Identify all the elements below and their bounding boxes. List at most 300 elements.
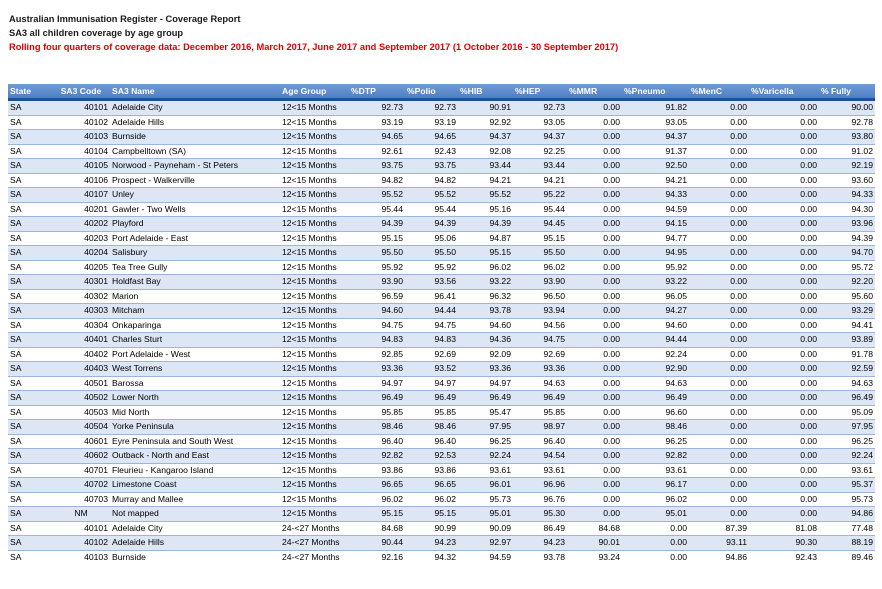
cell-polio: 95.15	[405, 507, 458, 522]
cell-menc: 0.00	[689, 144, 749, 159]
cell-mmr: 93.24	[567, 550, 622, 564]
cell-sa3-code: 40302	[52, 289, 110, 304]
cell-fully: 93.96	[819, 217, 875, 232]
cell-hib: 92.92	[458, 115, 513, 130]
cell-hep: 93.36	[513, 362, 567, 377]
cell-polio: 95.85	[405, 405, 458, 420]
cell-hib: 96.49	[458, 391, 513, 406]
cell-dtp: 96.49	[349, 391, 405, 406]
cell-mmr: 0.00	[567, 376, 622, 391]
cell-hep: 93.44	[513, 159, 567, 174]
cell-mmr: 0.00	[567, 289, 622, 304]
cell-varicella: 0.00	[749, 434, 819, 449]
cell-dtp: 94.83	[349, 333, 405, 348]
cell-dtp: 92.85	[349, 347, 405, 362]
cell-fully: 77.48	[819, 521, 875, 536]
cell-polio: 93.56	[405, 275, 458, 290]
cell-sa3-name: Burnside	[110, 550, 280, 564]
cell-polio: 93.75	[405, 159, 458, 174]
cell-varicella: 0.00	[749, 347, 819, 362]
cell-hep: 94.45	[513, 217, 567, 232]
cell-mmr: 0.00	[567, 100, 622, 116]
cell-mmr: 90.01	[567, 536, 622, 551]
cell-hib: 90.09	[458, 521, 513, 536]
cell-state: SA	[8, 391, 52, 406]
cell-polio: 94.32	[405, 550, 458, 564]
cell-state: SA	[8, 376, 52, 391]
cell-sa3-code: 40106	[52, 173, 110, 188]
cell-hib: 93.22	[458, 275, 513, 290]
cell-hib: 96.01	[458, 478, 513, 493]
cell-polio: 94.65	[405, 130, 458, 145]
cell-age-group: 12<15 Months	[280, 260, 349, 275]
cell-dtp: 93.86	[349, 463, 405, 478]
cell-fully: 94.70	[819, 246, 875, 261]
cell-sa3-code: 40301	[52, 275, 110, 290]
cell-fully: 91.02	[819, 144, 875, 159]
table-row	[8, 130, 875, 145]
cell-fully: 89.46	[819, 550, 875, 564]
cell-fully: 95.09	[819, 405, 875, 420]
cell-polio: 92.43	[405, 144, 458, 159]
cell-mmr: 0.00	[567, 449, 622, 464]
cell-age-group: 24-<27 Months	[280, 536, 349, 551]
column-header-dtp: %DTP	[349, 84, 405, 100]
cell-menc: 0.00	[689, 333, 749, 348]
cell-polio: 94.39	[405, 217, 458, 232]
cell-sa3-name: Unley	[110, 188, 280, 203]
table-row	[8, 347, 875, 362]
cell-polio: 98.46	[405, 420, 458, 435]
cell-varicella: 0.00	[749, 115, 819, 130]
cell-hib: 92.09	[458, 347, 513, 362]
cell-varicella: 0.00	[749, 507, 819, 522]
cell-dtp: 93.19	[349, 115, 405, 130]
table-row	[8, 159, 875, 174]
cell-mmr: 0.00	[567, 420, 622, 435]
cell-hep: 94.56	[513, 318, 567, 333]
cell-varicella: 0.00	[749, 289, 819, 304]
table-row	[8, 376, 875, 391]
cell-fully: 90.00	[819, 100, 875, 116]
cell-sa3-name: Mid North	[110, 405, 280, 420]
cell-sa3-code: 40201	[52, 202, 110, 217]
cell-sa3-code: 40103	[52, 550, 110, 564]
table-row	[8, 231, 875, 246]
cell-varicella: 0.00	[749, 318, 819, 333]
cell-hib: 93.78	[458, 304, 513, 319]
cell-menc: 0.00	[689, 478, 749, 493]
cell-sa3-code: 40701	[52, 463, 110, 478]
cell-pneumo: 92.90	[622, 362, 689, 377]
cell-age-group: 12<15 Months	[280, 202, 349, 217]
cell-age-group: 12<15 Months	[280, 362, 349, 377]
cell-age-group: 12<15 Months	[280, 507, 349, 522]
cell-hib: 93.61	[458, 463, 513, 478]
cell-hib: 92.97	[458, 536, 513, 551]
cell-state: SA	[8, 492, 52, 507]
cell-pneumo: 92.24	[622, 347, 689, 362]
cell-state: SA	[8, 362, 52, 377]
cell-dtp: 94.97	[349, 376, 405, 391]
cell-dtp: 93.90	[349, 275, 405, 290]
cell-dtp: 95.52	[349, 188, 405, 203]
cell-hep: 94.21	[513, 173, 567, 188]
cell-state: SA	[8, 536, 52, 551]
cell-fully: 94.33	[819, 188, 875, 203]
cell-sa3-code: 40501	[52, 376, 110, 391]
cell-varicella: 92.43	[749, 550, 819, 564]
cell-dtp: 92.61	[349, 144, 405, 159]
cell-hep: 86.49	[513, 521, 567, 536]
table-row	[8, 115, 875, 130]
cell-age-group: 12<15 Months	[280, 130, 349, 145]
cell-dtp: 95.92	[349, 260, 405, 275]
table-row	[8, 202, 875, 217]
cell-mmr: 0.00	[567, 231, 622, 246]
table-row	[8, 289, 875, 304]
cell-pneumo: 96.05	[622, 289, 689, 304]
cell-sa3-code: NM	[52, 507, 110, 522]
cell-pneumo: 0.00	[622, 521, 689, 536]
cell-sa3-code: 40204	[52, 246, 110, 261]
cell-hep: 95.44	[513, 202, 567, 217]
cell-mmr: 0.00	[567, 405, 622, 420]
cell-state: SA	[8, 405, 52, 420]
cell-state: SA	[8, 130, 52, 145]
cell-sa3-code: 40401	[52, 333, 110, 348]
cell-age-group: 12<15 Months	[280, 376, 349, 391]
cell-pneumo: 94.44	[622, 333, 689, 348]
cell-age-group: 12<15 Months	[280, 405, 349, 420]
cell-varicella: 90.30	[749, 536, 819, 551]
cell-sa3-name: Port Adelaide - West	[110, 347, 280, 362]
cell-hib: 92.08	[458, 144, 513, 159]
cell-menc: 0.00	[689, 463, 749, 478]
cell-polio: 96.40	[405, 434, 458, 449]
table-row	[8, 260, 875, 275]
cell-sa3-name: Limestone Coast	[110, 478, 280, 493]
cell-fully: 94.39	[819, 231, 875, 246]
cell-age-group: 12<15 Months	[280, 159, 349, 174]
cell-varicella: 0.00	[749, 231, 819, 246]
cell-age-group: 12<15 Months	[280, 231, 349, 246]
cell-menc: 0.00	[689, 159, 749, 174]
cell-mmr: 0.00	[567, 260, 622, 275]
cell-polio: 95.52	[405, 188, 458, 203]
cell-fully: 93.61	[819, 463, 875, 478]
cell-varicella: 0.00	[749, 420, 819, 435]
cell-sa3-name: Eyre Peninsula and South West	[110, 434, 280, 449]
cell-pneumo: 94.21	[622, 173, 689, 188]
cell-state: SA	[8, 521, 52, 536]
cell-mmr: 0.00	[567, 463, 622, 478]
report-subtitle: SA3 all children coverage by age group	[9, 28, 184, 38]
cell-state: SA	[8, 304, 52, 319]
cell-sa3-name: Tea Tree Gully	[110, 260, 280, 275]
cell-menc: 0.00	[689, 434, 749, 449]
table-row	[8, 449, 875, 464]
cell-dtp: 94.65	[349, 130, 405, 145]
cell-pneumo: 91.82	[622, 100, 689, 116]
cell-menc: 93.11	[689, 536, 749, 551]
cell-age-group: 12<15 Months	[280, 275, 349, 290]
column-header-fully: % Fully	[819, 84, 875, 100]
cell-mmr: 0.00	[567, 188, 622, 203]
cell-fully: 93.89	[819, 333, 875, 348]
cell-sa3-code: 40102	[52, 115, 110, 130]
cell-sa3-code: 40103	[52, 130, 110, 145]
cell-sa3-code: 40304	[52, 318, 110, 333]
cell-sa3-name: Norwood - Payneham - St Peters	[110, 159, 280, 174]
cell-polio: 95.92	[405, 260, 458, 275]
cell-hep: 94.23	[513, 536, 567, 551]
cell-state: SA	[8, 434, 52, 449]
cell-mmr: 0.00	[567, 202, 622, 217]
cell-age-group: 12<15 Months	[280, 492, 349, 507]
cell-polio: 94.44	[405, 304, 458, 319]
cell-hib: 97.95	[458, 420, 513, 435]
table-row	[8, 275, 875, 290]
cell-dtp: 94.82	[349, 173, 405, 188]
cell-dtp: 84.68	[349, 521, 405, 536]
cell-mmr: 0.00	[567, 304, 622, 319]
cell-sa3-name: Charles Sturt	[110, 333, 280, 348]
cell-sa3-code: 40102	[52, 536, 110, 551]
cell-fully: 95.72	[819, 260, 875, 275]
cell-state: SA	[8, 100, 52, 116]
cell-hep: 94.37	[513, 130, 567, 145]
cell-hib: 92.24	[458, 449, 513, 464]
cell-sa3-code: 40503	[52, 405, 110, 420]
cell-fully: 92.78	[819, 115, 875, 130]
column-header-sa3-name: SA3 Name	[110, 84, 280, 100]
cell-age-group: 12<15 Months	[280, 420, 349, 435]
cell-dtp: 94.75	[349, 318, 405, 333]
cell-sa3-name: Holdfast Bay	[110, 275, 280, 290]
cell-sa3-code: 40203	[52, 231, 110, 246]
cell-fully: 94.63	[819, 376, 875, 391]
cell-menc: 0.00	[689, 130, 749, 145]
cell-state: SA	[8, 507, 52, 522]
cell-sa3-code: 40402	[52, 347, 110, 362]
cell-dtp: 90.44	[349, 536, 405, 551]
cell-polio: 94.97	[405, 376, 458, 391]
cell-dtp: 96.59	[349, 289, 405, 304]
cell-pneumo: 93.22	[622, 275, 689, 290]
table-row	[8, 536, 875, 551]
cell-hep: 95.22	[513, 188, 567, 203]
cell-varicella: 0.00	[749, 478, 819, 493]
cell-hep: 92.25	[513, 144, 567, 159]
cell-polio: 93.52	[405, 362, 458, 377]
table-row	[8, 463, 875, 478]
cell-varicella: 0.00	[749, 405, 819, 420]
cell-sa3-name: Playford	[110, 217, 280, 232]
cell-menc: 0.00	[689, 420, 749, 435]
cell-polio: 95.50	[405, 246, 458, 261]
cell-mmr: 0.00	[567, 115, 622, 130]
cell-polio: 96.41	[405, 289, 458, 304]
cell-state: SA	[8, 159, 52, 174]
column-header-sa3-code: SA3 Code	[52, 84, 110, 100]
cell-polio: 92.69	[405, 347, 458, 362]
cell-hep: 96.50	[513, 289, 567, 304]
cell-pneumo: 94.27	[622, 304, 689, 319]
cell-menc: 0.00	[689, 492, 749, 507]
cell-polio: 94.82	[405, 173, 458, 188]
cell-mmr: 0.00	[567, 391, 622, 406]
cell-menc: 0.00	[689, 115, 749, 130]
cell-age-group: 12<15 Months	[280, 478, 349, 493]
column-header-polio: %Polio	[405, 84, 458, 100]
cell-age-group: 12<15 Months	[280, 246, 349, 261]
table-row	[8, 246, 875, 261]
cell-sa3-code: 40107	[52, 188, 110, 203]
column-header-hib: %HIB	[458, 84, 513, 100]
cell-hep: 94.63	[513, 376, 567, 391]
cell-hib: 94.39	[458, 217, 513, 232]
cell-hep: 96.76	[513, 492, 567, 507]
cell-hep: 98.97	[513, 420, 567, 435]
table-row	[8, 434, 875, 449]
cell-age-group: 24-<27 Months	[280, 521, 349, 536]
cell-mmr: 0.00	[567, 217, 622, 232]
report-title: Australian Immunisation Register - Coverage Report	[9, 14, 241, 24]
cell-varicella: 0.00	[749, 362, 819, 377]
cell-sa3-code: 40602	[52, 449, 110, 464]
cell-pneumo: 93.61	[622, 463, 689, 478]
cell-state: SA	[8, 173, 52, 188]
column-header-varicella: %Varicella	[749, 84, 819, 100]
cell-sa3-name: Salisbury	[110, 246, 280, 261]
cell-polio: 95.44	[405, 202, 458, 217]
cell-age-group: 24-<27 Months	[280, 550, 349, 564]
cell-sa3-name: Mitcham	[110, 304, 280, 319]
cell-state: SA	[8, 333, 52, 348]
table-row	[8, 521, 875, 536]
cell-sa3-name: Marion	[110, 289, 280, 304]
cell-fully: 94.86	[819, 507, 875, 522]
cell-hib: 94.97	[458, 376, 513, 391]
cell-menc: 0.00	[689, 507, 749, 522]
cell-pneumo: 92.82	[622, 449, 689, 464]
cell-sa3-code: 40502	[52, 391, 110, 406]
cell-hep: 96.96	[513, 478, 567, 493]
cell-mmr: 0.00	[567, 347, 622, 362]
cell-hib: 93.44	[458, 159, 513, 174]
cell-hep: 93.05	[513, 115, 567, 130]
cell-sa3-name: Burnside	[110, 130, 280, 145]
cell-state: SA	[8, 115, 52, 130]
cell-hib: 96.25	[458, 434, 513, 449]
cell-fully: 97.95	[819, 420, 875, 435]
table-row	[8, 507, 875, 522]
cell-menc: 94.86	[689, 550, 749, 564]
cell-sa3-name: Onkaparinga	[110, 318, 280, 333]
cell-fully: 93.80	[819, 130, 875, 145]
cell-age-group: 12<15 Months	[280, 115, 349, 130]
cell-hep: 93.78	[513, 550, 567, 564]
cell-pneumo: 96.60	[622, 405, 689, 420]
cell-varicella: 0.00	[749, 159, 819, 174]
cell-fully: 94.41	[819, 318, 875, 333]
cell-dtp: 95.44	[349, 202, 405, 217]
cell-hep: 92.69	[513, 347, 567, 362]
cell-sa3-code: 40303	[52, 304, 110, 319]
cell-pneumo: 94.95	[622, 246, 689, 261]
cell-menc: 0.00	[689, 173, 749, 188]
report-period: Rolling four quarters of coverage data: December 2016, March 2017, June 2017 and September 2017 (1 October 2016 - 30 September 2017)	[9, 42, 619, 52]
cell-age-group: 12<15 Months	[280, 449, 349, 464]
table-row	[8, 318, 875, 333]
cell-hep: 93.94	[513, 304, 567, 319]
cell-varicella: 0.00	[749, 202, 819, 217]
cell-pneumo: 96.25	[622, 434, 689, 449]
cell-menc: 0.00	[689, 188, 749, 203]
table-row	[8, 304, 875, 319]
column-header-pneumo: %Pneumo	[622, 84, 689, 100]
cell-sa3-name: Adelaide Hills	[110, 115, 280, 130]
table-row	[8, 188, 875, 203]
cell-mmr: 84.68	[567, 521, 622, 536]
cell-state: SA	[8, 289, 52, 304]
cell-varicella: 0.00	[749, 376, 819, 391]
cell-hep: 95.15	[513, 231, 567, 246]
cell-age-group: 12<15 Months	[280, 304, 349, 319]
cell-varicella: 0.00	[749, 217, 819, 232]
cell-dtp: 96.65	[349, 478, 405, 493]
cell-pneumo: 96.49	[622, 391, 689, 406]
cell-hep: 95.50	[513, 246, 567, 261]
cell-varicella: 0.00	[749, 333, 819, 348]
cell-polio: 92.73	[405, 100, 458, 116]
cell-pneumo: 94.60	[622, 318, 689, 333]
cell-state: SA	[8, 449, 52, 464]
cell-varicella: 0.00	[749, 130, 819, 145]
cell-fully: 93.60	[819, 173, 875, 188]
cell-sa3-code: 40703	[52, 492, 110, 507]
cell-fully: 96.49	[819, 391, 875, 406]
cell-hib: 94.87	[458, 231, 513, 246]
cell-dtp: 92.73	[349, 100, 405, 116]
cell-menc: 0.00	[689, 405, 749, 420]
cell-dtp: 92.82	[349, 449, 405, 464]
cell-sa3-name: Adelaide City	[110, 521, 280, 536]
cell-fully: 96.25	[819, 434, 875, 449]
cell-hib: 94.60	[458, 318, 513, 333]
cell-dtp: 95.85	[349, 405, 405, 420]
cell-pneumo: 95.01	[622, 507, 689, 522]
cell-mmr: 0.00	[567, 246, 622, 261]
cell-age-group: 12<15 Months	[280, 217, 349, 232]
cell-menc: 0.00	[689, 100, 749, 116]
cell-polio: 90.99	[405, 521, 458, 536]
cell-age-group: 12<15 Months	[280, 100, 349, 116]
cell-dtp: 96.40	[349, 434, 405, 449]
cell-menc: 0.00	[689, 318, 749, 333]
cell-state: SA	[8, 260, 52, 275]
cell-sa3-name: Not mapped	[110, 507, 280, 522]
cell-sa3-code: 40202	[52, 217, 110, 232]
table-row	[8, 100, 875, 116]
cell-hib: 95.01	[458, 507, 513, 522]
cell-hep: 95.30	[513, 507, 567, 522]
cell-sa3-name: Campbelltown (SA)	[110, 144, 280, 159]
cell-pneumo: 94.37	[622, 130, 689, 145]
cell-hib: 95.47	[458, 405, 513, 420]
cell-hep: 93.90	[513, 275, 567, 290]
